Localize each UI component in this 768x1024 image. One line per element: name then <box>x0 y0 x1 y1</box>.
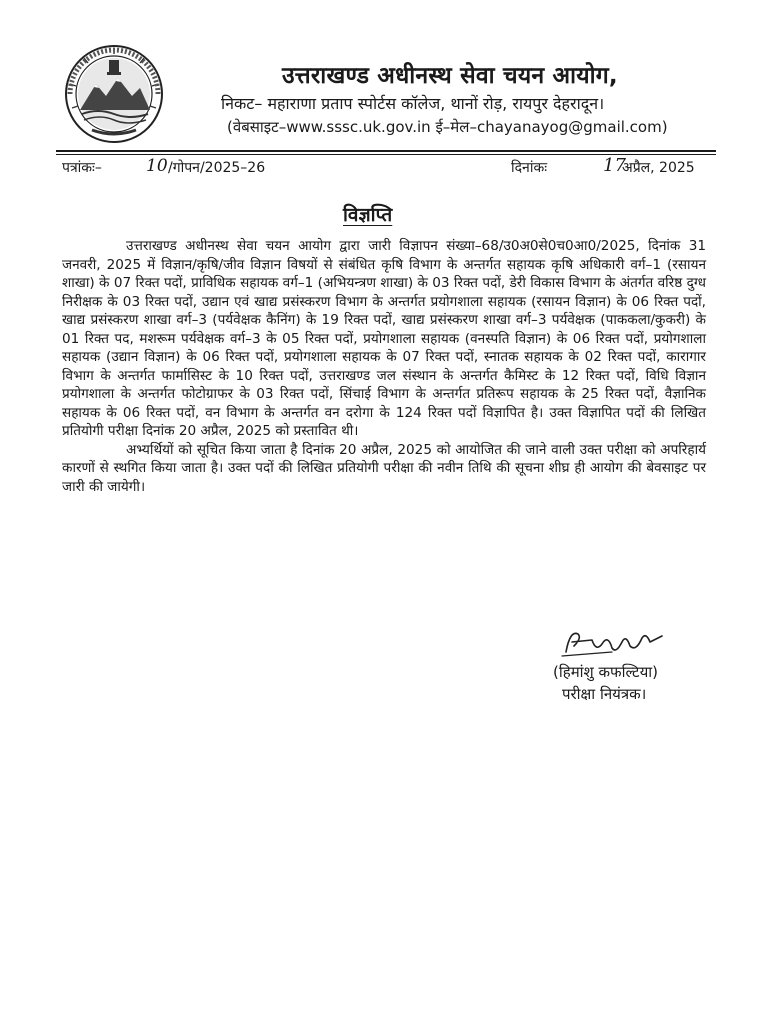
date-day: 17 <box>603 155 626 176</box>
notice-body <box>62 237 706 496</box>
reference-number: 10 <box>146 156 168 176</box>
reference-code: /गोपन/2025–26 <box>168 160 266 176</box>
notice-paragraph-1: उत्तराखण्ड अधीनस्थ सेवा चयन आयोग द्वारा जारी विज्ञापन संख्या–68/उ0अ0से0च0आ0/2025, दिनांक 31 जनवरी, 2025 में विज्ञान/कृषि/जीव विज्ञान विषयों से संबंधित कृषि विभाग के अन्तर्गत सहायक कृषि अधिकारी वर्ग–1 (रसायन शाखा) के 07 रिक्त पदों, प्राविधिक सहायक वर्ग–1 (अभियन्त्रण शाखा) के 03 रिक्त पदों, डेरी विकास विभाग के अंतर्गत वरिष्ठ दुग्ध निरीक्षक के 03 रिक्त पदों, उद्यान एवं खाद्य प्रसंस्करण विभाग के अन्तर्गत प्रयोगशाला सहायक (रसायन विज्ञान) के 06 रिक्त पदों, खाद्य प्रसंस्करण शाखा वर्ग–3 (पर्यवेक्षक कैनिंग) के 19 रिक्त पदों, खाद्य प्रसंस्करण शाखा वर्ग–3 पर्यवेक्षक (पाककला/कुकरी) के 01 रिक्त पद, मशरूम पर्यवेक्षक वर्ग–3 के 05 रिक्त पदों, प्रयोगशाला सहायक (वनस्पति विज्ञान) के 06 रिक्त पदों, प्रयोगशाला सहायक (उद्यान विज्ञान) के 06 रिक्त पदों, प्रयोगशाला सहायक के 07 रिक्त पदों, स्नातक सहायक के 02 रिक्त पदों, कारागार विभाग के अन्तर्गत फार्मासिस्ट के 10 रिक्त पदों, उत्तराखण्ड जल संस्थान के अन्तर्गत कैमिस्ट के 12 रिक्त पदों, विधि विज्ञान प्रयोगशाला के अन्तर्गत फोटोग्राफर के 03 रिक्त पदों, सिंचाई विभाग के अन्तर्गत प्रतिरूप सहायक के 25 रिक्त पदों, वैज्ञानिक सहायक के 06 रिक्त पदों, वन विभाग के अन्तर्गत वन दरोगा के 124 रिक्त पदों विज्ञापित है। उक्त विज्ञापित पदों की लिखित प्रतियोगी परीक्षा दिनांक 20 अप्रैल, 2025 को प्रस्तावित थी। <box>62 238 706 439</box>
notice-paragraph-2: अभ्यर्थियों को सूचित किया जाता है दिनांक 20 अप्रैल, 2025 को आयोजित की जाने वाली उक्त परीक्षा को अपरिहार्य कारणों से स्थगित किया जाता है। उक्त पदों की लिखित प्रतियोगी परीक्षा की नवीन तिथि की सूचना शीघ्र ही आयोग की बेवसाइट पर जारी की जायेगी। <box>62 441 706 495</box>
reference-label: पत्रांकः– <box>62 160 102 176</box>
date-label: दिनांकः <box>511 160 548 176</box>
organization-address: निकट– महाराणा प्रताप स्पोर्टस कॉलेज, थानों रोड़, रायपुर देहरादून। <box>221 94 605 113</box>
signatory-name: (हिमांशु कफल्टिया) <box>553 663 659 681</box>
header-divider <box>56 150 716 152</box>
organization-contact: (वेबसाइट–www.sssc.uk.gov.in ई–मेल–chayanayog@gmail.com) <box>227 118 668 136</box>
organization-name: उत्तराखण्ड अधीनस्थ सेवा चयन आयोग, <box>282 63 618 89</box>
commission-seal-icon <box>64 44 164 144</box>
notice-title: विज्ञप्ति <box>343 204 393 226</box>
signature-mark <box>552 622 682 662</box>
signatory-designation: परीक्षा नियंत्रक। <box>562 685 647 703</box>
date-month-year: अप्रैल, 2025 <box>622 160 695 176</box>
